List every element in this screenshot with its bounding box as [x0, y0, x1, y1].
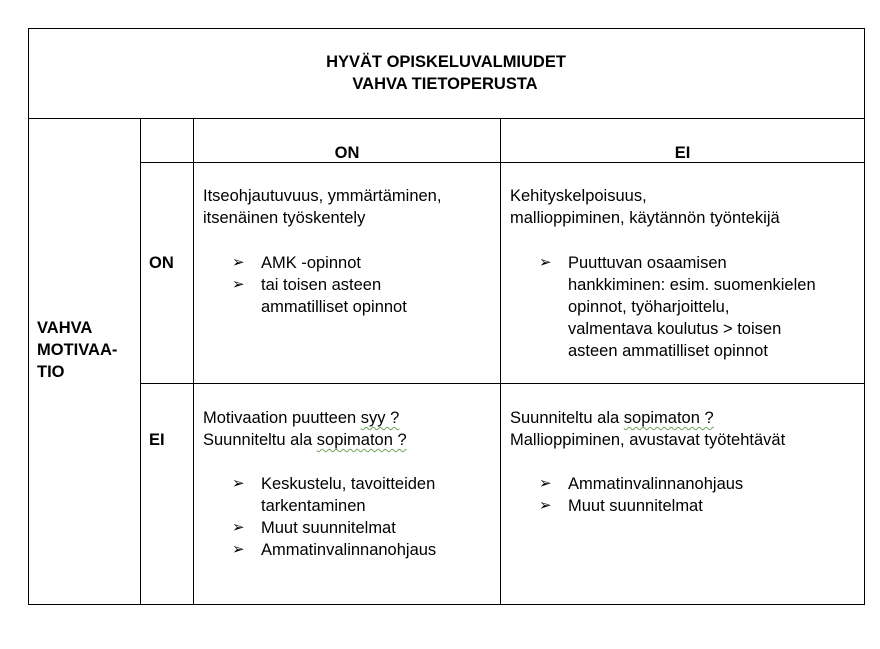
list-item-text: asteen ammatilliset opinnot: [568, 342, 768, 360]
arrow-bullet-icon: ➢: [232, 254, 245, 271]
list-item-text: Muut suunnitelmat: [261, 519, 396, 537]
table-title: [28, 51, 864, 95]
cell-on-ei-line-2: mallioppiminen, käytännön työntekijä: [510, 209, 780, 227]
table-border-right: [864, 28, 865, 605]
cell-text: Suunniteltu ala: [510, 409, 624, 427]
row-label-on: ON: [149, 254, 174, 272]
column-header-on: ON: [334, 144, 360, 162]
cell-ei-ei-line-1: [510, 407, 785, 429]
list-item-text: Keskustelu, tavoitteiden: [261, 475, 436, 493]
side-label-line-2: MOTIVAA-: [37, 341, 118, 359]
table-divider-rowlabel: [193, 118, 194, 605]
column-header-ei: EI: [674, 144, 691, 162]
list-item-text: tarkentaminen: [261, 497, 366, 515]
list-item: [539, 473, 743, 495]
cell-ei-on-bullets: [232, 473, 436, 561]
cell-on-ei-line-1: Kehityskelpoisuus,: [510, 187, 647, 205]
list-item: [232, 473, 436, 517]
arrow-bullet-icon: ➢: [232, 519, 245, 536]
side-label: [37, 317, 117, 383]
cell-ei-ei-bullets: [539, 473, 743, 517]
table-divider-rows: [140, 383, 865, 384]
list-item-text: valmentava koulutus > toisen: [568, 320, 782, 338]
table-divider-side: [140, 118, 141, 605]
table-border-left: [28, 28, 29, 605]
arrow-bullet-icon: ➢: [232, 475, 245, 492]
cell-text: Suunniteltu ala: [203, 431, 317, 449]
arrow-bullet-icon: ➢: [232, 541, 245, 558]
list-item-text: ammatilliset opinnot: [261, 298, 407, 316]
arrow-bullet-icon: ➢: [232, 276, 245, 293]
cell-on-ei-bullets: [539, 252, 816, 362]
side-label-line-1: VAHVA: [37, 319, 93, 337]
title-line-2: VAHVA TIETOPERUSTA: [352, 75, 538, 93]
spellcheck-marked-text: sopimaton ?: [316, 431, 407, 449]
list-item-text: hankkiminen: esim. suomenkielen: [568, 276, 816, 294]
list-item: [232, 539, 436, 561]
table-divider-title: [28, 118, 865, 119]
cell-on-on-line-2: itsenäinen työskentely: [203, 209, 366, 227]
cell-on-on-line-1: Itseohjautuvuus, ymmärtäminen,: [203, 187, 442, 205]
cell-ei-on-line-1: [203, 407, 407, 429]
list-item: [232, 252, 407, 274]
cell-ei-ei-text: [510, 407, 785, 451]
spellcheck-marked-text: sopimaton ?: [623, 409, 714, 427]
row-label-ei: EI: [149, 431, 165, 449]
list-item-text: Muut suunnitelmat: [568, 497, 703, 515]
cell-text: Motivaation puutteen: [203, 409, 361, 427]
title-line-1: HYVÄT OPISKELUVALMIUDET: [326, 53, 566, 71]
arrow-bullet-icon: ➢: [539, 475, 552, 492]
list-item: [539, 495, 743, 517]
cell-on-on-text: [203, 185, 441, 229]
cell-ei-on-line-2: [203, 429, 407, 451]
list-item: [539, 252, 816, 362]
list-item-text: tai toisen asteen: [261, 276, 382, 294]
cell-ei-on-text: [203, 407, 407, 451]
spellcheck-marked-text: syy ?: [360, 409, 400, 427]
list-item-text: Ammatinvalinnanohjaus: [568, 475, 744, 493]
table-border-bottom: [28, 604, 865, 605]
list-item-text: opinnot, työharjoittelu,: [568, 298, 730, 316]
list-item: [232, 274, 407, 318]
arrow-bullet-icon: ➢: [539, 254, 552, 271]
arrow-bullet-icon: ➢: [539, 497, 552, 514]
list-item-text: AMK -opinnot: [261, 254, 361, 272]
list-item-text: Puuttuvan osaamisen: [568, 254, 727, 272]
cell-ei-ei-line-2: Mallioppiminen, avustavat työtehtävät: [510, 431, 786, 449]
cell-on-ei-text: [510, 185, 780, 229]
list-item-text: Ammatinvalinnanohjaus: [261, 541, 437, 559]
table-divider-columns: [500, 118, 501, 605]
list-item: [232, 517, 436, 539]
side-label-line-3: TIO: [37, 363, 65, 381]
cell-on-on-bullets: [232, 252, 407, 318]
table-border-top: [28, 28, 865, 29]
